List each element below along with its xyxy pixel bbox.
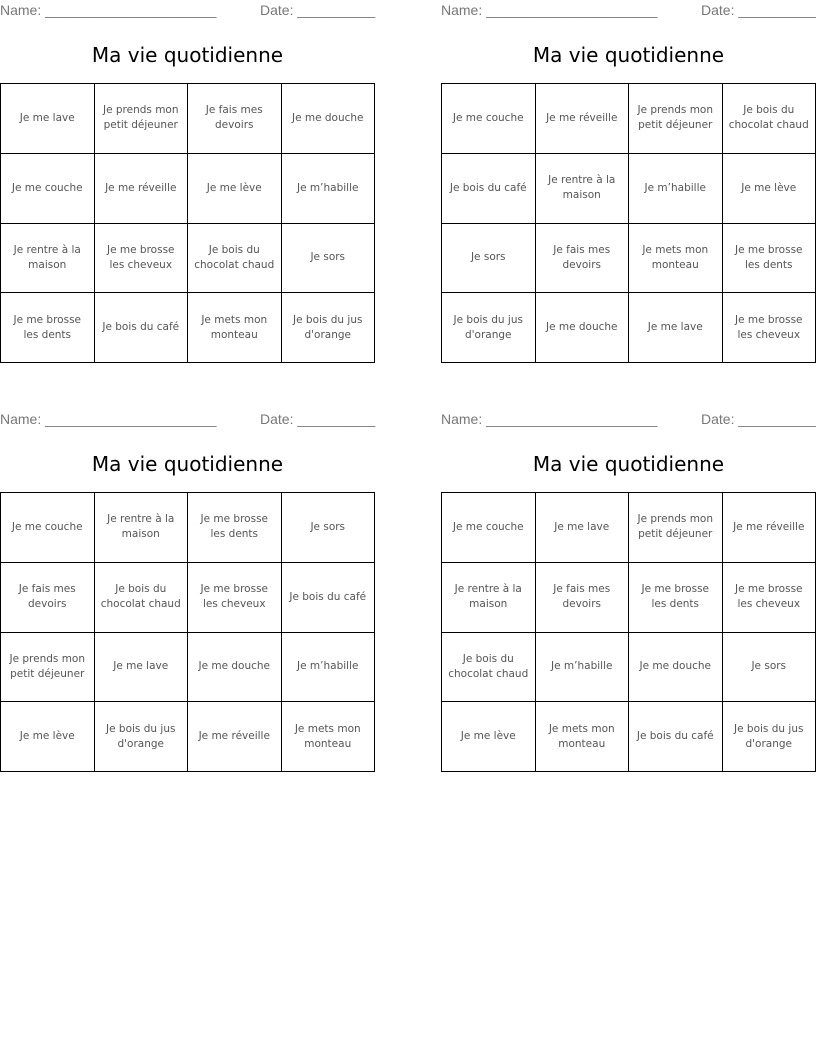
bingo-cell: Je prends mon petit déjeuner	[629, 493, 723, 563]
name-field-label: Name: ______________________	[441, 411, 658, 427]
bingo-cell: Je me brosse les cheveux	[188, 563, 282, 633]
name-field-label: Name: ______________________	[0, 2, 217, 18]
bingo-cell: Je bois du café	[282, 563, 376, 633]
bingo-cell: Je me couche	[442, 493, 536, 563]
card-header	[441, 0, 816, 22]
date-field-label: Date: __________	[260, 2, 376, 18]
bingo-cell: Je rentre à la maison	[95, 493, 189, 563]
date-field-label: Date: __________	[701, 411, 816, 427]
bingo-cell: Je rentre à la maison	[1, 224, 95, 294]
card-title: Ma vie quotidienne	[91, 452, 284, 476]
bingo-card	[441, 0, 816, 341]
bingo-cell: Je sors	[442, 224, 536, 294]
bingo-cell: Je prends mon petit déjeuner	[1, 633, 95, 703]
bingo-cell: Je bois du jus d'orange	[723, 702, 816, 772]
bingo-cell: Je rentre à la maison	[536, 154, 630, 224]
bingo-card	[0, 0, 376, 341]
bingo-cell: Je m’habille	[629, 154, 723, 224]
bingo-cell: Je bois du jus d'orange	[282, 293, 376, 363]
bingo-cell: Je mets mon monteau	[188, 293, 282, 363]
bingo-cell: Je prends mon petit déjeuner	[95, 84, 189, 154]
bingo-grid	[441, 83, 816, 363]
bingo-cell: Je me douche	[282, 84, 376, 154]
bingo-cell: Je me lève	[1, 702, 95, 772]
bingo-cell: Je me brosse les dents	[188, 493, 282, 563]
bingo-cell: Je sors	[723, 633, 816, 703]
bingo-cell: Je prends mon petit déjeuner	[629, 84, 723, 154]
bingo-cell: Je me brosse les cheveux	[723, 563, 816, 633]
bingo-cell: Je bois du chocolat chaud	[442, 633, 536, 703]
bingo-cell: Je me douche	[188, 633, 282, 703]
bingo-grid	[0, 83, 375, 363]
bingo-cell: Je me brosse les dents	[629, 563, 723, 633]
card-title: Ma vie quotidienne	[91, 43, 284, 67]
bingo-cell: Je me brosse les cheveux	[95, 224, 189, 294]
bingo-cell: Je me lave	[1, 84, 95, 154]
bingo-cell: Je me lève	[442, 702, 536, 772]
bingo-cell: Je m’habille	[282, 154, 376, 224]
bingo-cell: Je me lève	[723, 154, 816, 224]
bingo-cell: Je me lave	[629, 293, 723, 363]
bingo-cell: Je me lave	[536, 493, 630, 563]
bingo-cell: Je m’habille	[282, 633, 376, 703]
bingo-cell: Je bois du jus d'orange	[95, 702, 189, 772]
bingo-cell: Je bois du chocolat chaud	[188, 224, 282, 294]
bingo-cell: Je sors	[282, 224, 376, 294]
bingo-cell: Je bois du café	[95, 293, 189, 363]
bingo-cell: Je me lave	[95, 633, 189, 703]
bingo-cell: Je me réveille	[95, 154, 189, 224]
bingo-cell: Je fais mes devoirs	[1, 563, 95, 633]
name-field-label: Name: ______________________	[0, 411, 217, 427]
bingo-cell: Je bois du café	[442, 154, 536, 224]
bingo-cell: Je mets mon monteau	[282, 702, 376, 772]
card-header	[0, 409, 375, 431]
bingo-cell: Je bois du chocolat chaud	[723, 84, 816, 154]
bingo-cell: Je me brosse les dents	[723, 224, 816, 294]
bingo-card	[441, 409, 816, 750]
bingo-cell: Je me couche	[1, 154, 95, 224]
bingo-cell: Je fais mes devoirs	[536, 224, 630, 294]
card-header	[0, 0, 375, 22]
bingo-cell: Je fais mes devoirs	[188, 84, 282, 154]
bingo-cell: Je me couche	[442, 84, 536, 154]
bingo-cell: Je me douche	[536, 293, 630, 363]
bingo-cell: Je sors	[282, 493, 376, 563]
bingo-cell: Je me brosse les cheveux	[723, 293, 816, 363]
card-title: Ma vie quotidienne	[532, 43, 725, 67]
bingo-cell: Je me douche	[629, 633, 723, 703]
card-title: Ma vie quotidienne	[532, 452, 725, 476]
bingo-cell: Je mets mon monteau	[629, 224, 723, 294]
bingo-cell: Je me réveille	[188, 702, 282, 772]
bingo-cell: Je me lève	[188, 154, 282, 224]
bingo-cell: Je bois du jus d'orange	[442, 293, 536, 363]
bingo-cell: Je me brosse les dents	[1, 293, 95, 363]
name-field-label: Name: ______________________	[441, 2, 658, 18]
date-field-label: Date: __________	[260, 411, 376, 427]
bingo-cell: Je me couche	[1, 493, 95, 563]
bingo-grid	[441, 492, 816, 772]
bingo-cell: Je bois du chocolat chaud	[95, 563, 189, 633]
bingo-cell: Je rentre à la maison	[442, 563, 536, 633]
bingo-cell: Je m’habille	[536, 633, 630, 703]
bingo-cell: Je mets mon monteau	[536, 702, 630, 772]
date-field-label: Date: __________	[701, 2, 816, 18]
bingo-card	[0, 409, 376, 750]
bingo-cell: Je fais mes devoirs	[536, 563, 630, 633]
bingo-grid	[0, 492, 375, 772]
bingo-cell: Je me réveille	[536, 84, 630, 154]
bingo-cell: Je me réveille	[723, 493, 816, 563]
card-header	[441, 409, 816, 431]
bingo-cell: Je bois du café	[629, 702, 723, 772]
